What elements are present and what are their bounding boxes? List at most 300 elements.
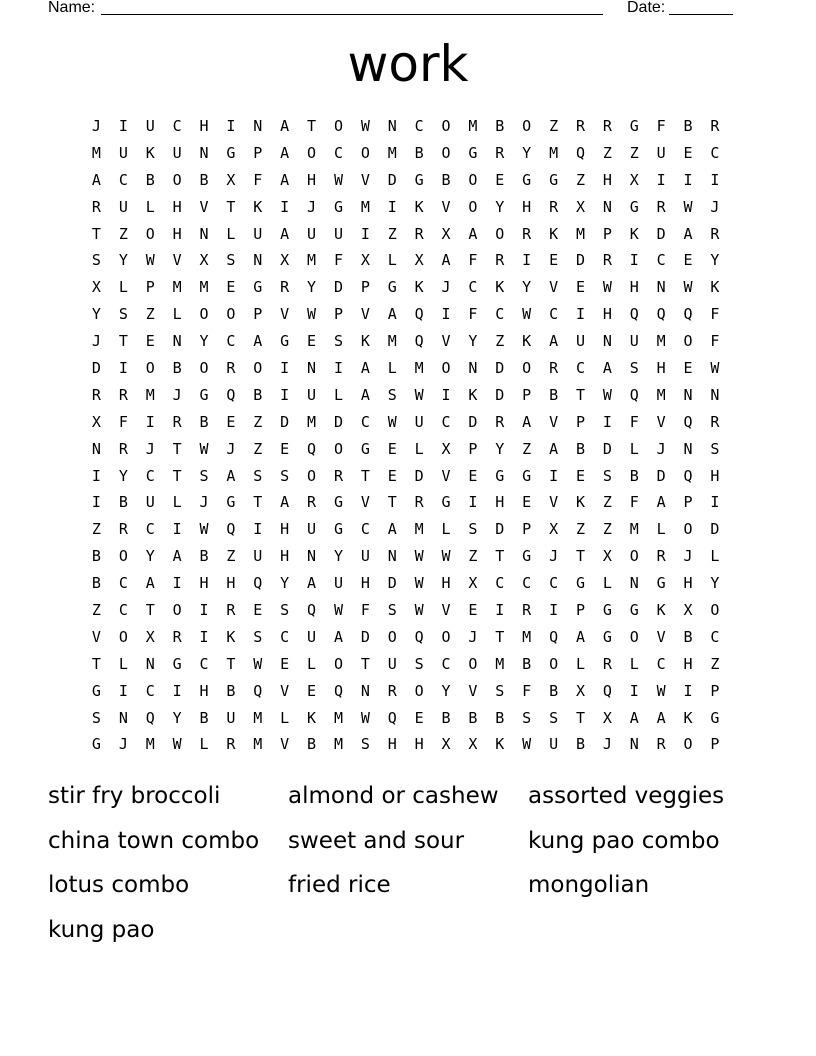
grid-letter[interactable]: X bbox=[226, 170, 236, 189]
grid-letter[interactable]: R bbox=[226, 359, 236, 378]
grid-letter[interactable]: R bbox=[91, 197, 101, 216]
grid-letter[interactable]: C bbox=[226, 332, 236, 351]
grid-letter[interactable]: I bbox=[575, 305, 585, 324]
grid-letter[interactable]: W bbox=[333, 170, 343, 189]
grid-letter[interactable]: O bbox=[172, 601, 182, 620]
grid-letter[interactable]: M bbox=[575, 224, 585, 243]
grid-letter[interactable]: R bbox=[602, 251, 612, 270]
grid-letter[interactable]: B bbox=[199, 547, 209, 566]
grid-letter[interactable]: Z bbox=[145, 305, 155, 324]
grid-letter[interactable]: W bbox=[414, 574, 424, 593]
grid-letter[interactable]: C bbox=[522, 574, 532, 593]
grid-letter[interactable]: Z bbox=[91, 601, 101, 620]
grid-letter[interactable]: F bbox=[656, 117, 666, 135]
grid-letter[interactable]: F bbox=[468, 251, 478, 270]
grid-letter[interactable]: P bbox=[575, 412, 585, 431]
grid-letter[interactable]: L bbox=[118, 654, 128, 673]
grid-letter[interactable]: O bbox=[360, 143, 370, 162]
grid-letter[interactable]: V bbox=[280, 681, 290, 700]
grid-letter[interactable]: F bbox=[360, 601, 370, 620]
grid-letter[interactable]: N bbox=[710, 385, 720, 404]
grid-letter[interactable]: B bbox=[145, 170, 155, 189]
grid-letter[interactable]: W bbox=[360, 117, 370, 135]
grid-letter[interactable]: M bbox=[522, 627, 532, 646]
name-field[interactable] bbox=[48, 0, 603, 16]
grid-letter[interactable]: V bbox=[172, 251, 182, 270]
grid-letter[interactable]: S bbox=[199, 466, 209, 485]
grid-letter[interactable]: M bbox=[656, 332, 666, 351]
grid-letter[interactable]: P bbox=[710, 735, 720, 754]
grid-letter[interactable]: O bbox=[172, 170, 182, 189]
grid-letter[interactable]: X bbox=[629, 170, 639, 189]
grid-letter[interactable]: K bbox=[145, 143, 155, 162]
grid-letter[interactable]: L bbox=[145, 197, 155, 216]
grid-letter[interactable]: N bbox=[307, 547, 317, 566]
grid-letter[interactable]: R bbox=[602, 654, 612, 673]
grid-letter[interactable]: C bbox=[360, 520, 370, 539]
grid-letter[interactable]: N bbox=[683, 385, 693, 404]
grid-letter[interactable]: O bbox=[495, 224, 505, 243]
grid-letter[interactable]: E bbox=[145, 332, 155, 351]
grid-letter[interactable]: J bbox=[145, 439, 155, 458]
grid-letter[interactable]: O bbox=[629, 627, 639, 646]
grid-letter[interactable]: J bbox=[91, 117, 101, 135]
grid-letter[interactable]: P bbox=[522, 520, 532, 539]
grid-letter[interactable]: K bbox=[683, 708, 693, 727]
grid-letter[interactable]: N bbox=[387, 547, 397, 566]
grid-letter[interactable]: B bbox=[199, 708, 209, 727]
grid-letter[interactable]: S bbox=[522, 708, 532, 727]
grid-letter[interactable]: G bbox=[602, 601, 612, 620]
grid-letter[interactable]: X bbox=[549, 520, 559, 539]
grid-letter[interactable]: G bbox=[629, 197, 639, 216]
grid-letter[interactable]: C bbox=[280, 627, 290, 646]
grid-letter[interactable]: E bbox=[575, 466, 585, 485]
grid-letter[interactable]: K bbox=[656, 601, 666, 620]
grid-letter[interactable]: U bbox=[333, 224, 343, 243]
grid-letter[interactable]: N bbox=[629, 574, 639, 593]
grid-letter[interactable]: E bbox=[226, 278, 236, 297]
grid-letter[interactable]: A bbox=[629, 708, 639, 727]
grid-letter[interactable]: O bbox=[307, 143, 317, 162]
grid-letter[interactable]: A bbox=[172, 547, 182, 566]
grid-letter[interactable]: H bbox=[683, 654, 693, 673]
grid-letter[interactable]: N bbox=[145, 654, 155, 673]
grid-letter[interactable]: F bbox=[629, 493, 639, 512]
grid-letter[interactable]: A bbox=[307, 574, 317, 593]
grid-letter[interactable]: D bbox=[333, 278, 343, 297]
grid-letter[interactable]: T bbox=[360, 466, 370, 485]
grid-letter[interactable]: Y bbox=[710, 574, 720, 593]
grid-letter[interactable]: J bbox=[656, 439, 666, 458]
grid-letter[interactable]: V bbox=[549, 412, 559, 431]
grid-letter[interactable]: H bbox=[710, 466, 720, 485]
grid-letter[interactable]: V bbox=[360, 493, 370, 512]
grid-letter[interactable]: H bbox=[387, 735, 397, 754]
grid-letter[interactable]: G bbox=[522, 547, 532, 566]
grid-letter[interactable]: C bbox=[333, 143, 343, 162]
grid-letter[interactable]: R bbox=[226, 735, 236, 754]
grid-letter[interactable]: T bbox=[145, 601, 155, 620]
grid-letter[interactable]: R bbox=[280, 278, 290, 297]
grid-letter[interactable]: D bbox=[387, 170, 397, 189]
grid-letter[interactable]: I bbox=[360, 224, 370, 243]
grid-letter[interactable]: F bbox=[522, 681, 532, 700]
grid-letter[interactable]: X bbox=[280, 251, 290, 270]
grid-letter[interactable]: V bbox=[91, 627, 101, 646]
grid-letter[interactable]: F bbox=[629, 412, 639, 431]
grid-letter[interactable]: V bbox=[280, 735, 290, 754]
grid-letter[interactable]: G bbox=[360, 439, 370, 458]
grid-letter[interactable]: E bbox=[683, 359, 693, 378]
grid-letter[interactable]: C bbox=[549, 574, 559, 593]
grid-letter[interactable]: P bbox=[522, 385, 532, 404]
grid-letter[interactable]: I bbox=[253, 520, 263, 539]
grid-letter[interactable]: N bbox=[199, 224, 209, 243]
grid-letter[interactable]: S bbox=[387, 601, 397, 620]
grid-letter[interactable]: N bbox=[253, 251, 263, 270]
grid-letter[interactable]: X bbox=[468, 574, 478, 593]
grid-letter[interactable]: W bbox=[602, 385, 612, 404]
grid-letter[interactable]: L bbox=[710, 547, 720, 566]
grid-letter[interactable]: M bbox=[91, 143, 101, 162]
grid-letter[interactable]: D bbox=[91, 359, 101, 378]
grid-letter[interactable]: V bbox=[656, 627, 666, 646]
grid-letter[interactable]: G bbox=[522, 170, 532, 189]
grid-letter[interactable]: R bbox=[710, 412, 720, 431]
grid-letter[interactable]: T bbox=[495, 547, 505, 566]
grid-letter[interactable]: J bbox=[307, 197, 317, 216]
grid-letter[interactable]: O bbox=[414, 681, 424, 700]
grid-letter[interactable]: G bbox=[495, 466, 505, 485]
grid-letter[interactable]: K bbox=[522, 332, 532, 351]
grid-letter[interactable]: Q bbox=[253, 574, 263, 593]
grid-letter[interactable]: F bbox=[710, 332, 720, 351]
grid-letter[interactable]: I bbox=[118, 117, 128, 135]
grid-letter[interactable]: L bbox=[172, 305, 182, 324]
grid-letter[interactable]: W bbox=[172, 735, 182, 754]
grid-letter[interactable]: O bbox=[253, 359, 263, 378]
grid-letter[interactable]: I bbox=[549, 601, 559, 620]
grid-letter[interactable]: H bbox=[199, 574, 209, 593]
grid-letter[interactable]: Y bbox=[172, 708, 182, 727]
grid-letter[interactable]: L bbox=[441, 520, 451, 539]
grid-letter[interactable]: N bbox=[683, 439, 693, 458]
grid-letter[interactable]: H bbox=[602, 170, 612, 189]
grid-letter[interactable]: Q bbox=[387, 708, 397, 727]
grid-letter[interactable]: L bbox=[280, 708, 290, 727]
grid-letter[interactable]: P bbox=[468, 439, 478, 458]
grid-letter[interactable]: M bbox=[333, 708, 343, 727]
grid-letter[interactable]: G bbox=[441, 493, 451, 512]
grid-letter[interactable]: E bbox=[226, 412, 236, 431]
grid-letter[interactable]: S bbox=[414, 654, 424, 673]
grid-letter[interactable]: U bbox=[575, 332, 585, 351]
grid-letter[interactable]: G bbox=[333, 493, 343, 512]
grid-letter[interactable]: E bbox=[253, 601, 263, 620]
grid-letter[interactable]: S bbox=[333, 332, 343, 351]
grid-letter[interactable]: M bbox=[387, 332, 397, 351]
grid-letter[interactable]: J bbox=[602, 735, 612, 754]
grid-letter[interactable]: D bbox=[710, 520, 720, 539]
grid-letter[interactable]: V bbox=[360, 170, 370, 189]
grid-letter[interactable]: B bbox=[414, 143, 424, 162]
grid-letter[interactable]: Y bbox=[307, 278, 317, 297]
grid-letter[interactable]: O bbox=[441, 359, 451, 378]
grid-letter[interactable]: Y bbox=[441, 681, 451, 700]
grid-letter[interactable]: F bbox=[253, 170, 263, 189]
grid-letter[interactable]: M bbox=[549, 143, 559, 162]
grid-letter[interactable]: T bbox=[91, 654, 101, 673]
grid-letter[interactable]: Z bbox=[575, 520, 585, 539]
grid-letter[interactable]: M bbox=[333, 735, 343, 754]
grid-letter[interactable]: I bbox=[495, 601, 505, 620]
grid-letter[interactable]: N bbox=[118, 708, 128, 727]
grid-letter[interactable]: A bbox=[575, 627, 585, 646]
grid-letter[interactable]: I bbox=[441, 305, 451, 324]
grid-letter[interactable]: V bbox=[199, 197, 209, 216]
grid-letter[interactable]: F bbox=[333, 251, 343, 270]
grid-letter[interactable]: A bbox=[387, 520, 397, 539]
grid-letter[interactable]: U bbox=[307, 224, 317, 243]
grid-letter[interactable]: A bbox=[280, 224, 290, 243]
grid-letter[interactable]: J bbox=[118, 735, 128, 754]
grid-letter[interactable]: N bbox=[253, 117, 263, 135]
grid-letter[interactable]: H bbox=[199, 117, 209, 135]
grid-letter[interactable]: P bbox=[710, 681, 720, 700]
grid-letter[interactable]: E bbox=[468, 466, 478, 485]
grid-letter[interactable]: X bbox=[199, 251, 209, 270]
grid-letter[interactable]: M bbox=[145, 735, 155, 754]
grid-letter[interactable]: A bbox=[656, 708, 666, 727]
grid-letter[interactable]: H bbox=[226, 574, 236, 593]
grid-letter[interactable]: I bbox=[602, 412, 612, 431]
grid-letter[interactable]: M bbox=[307, 251, 317, 270]
grid-letter[interactable]: T bbox=[360, 654, 370, 673]
grid-letter[interactable]: R bbox=[333, 466, 343, 485]
grid-letter[interactable]: L bbox=[575, 654, 585, 673]
grid-letter[interactable]: H bbox=[280, 520, 290, 539]
grid-letter[interactable]: K bbox=[307, 708, 317, 727]
grid-letter[interactable]: W bbox=[360, 708, 370, 727]
grid-letter[interactable]: V bbox=[441, 197, 451, 216]
grid-letter[interactable]: I bbox=[280, 385, 290, 404]
grid-letter[interactable]: Y bbox=[333, 547, 343, 566]
grid-letter[interactable]: C bbox=[656, 251, 666, 270]
grid-letter[interactable]: A bbox=[360, 359, 370, 378]
grid-letter[interactable]: I bbox=[656, 170, 666, 189]
grid-letter[interactable]: E bbox=[414, 708, 424, 727]
grid-letter[interactable]: C bbox=[710, 627, 720, 646]
grid-letter[interactable]: Z bbox=[602, 520, 612, 539]
grid-letter[interactable]: X bbox=[575, 681, 585, 700]
grid-letter[interactable]: Q bbox=[414, 305, 424, 324]
grid-letter[interactable]: Z bbox=[91, 520, 101, 539]
grid-letter[interactable]: B bbox=[91, 547, 101, 566]
grid-letter[interactable]: E bbox=[683, 251, 693, 270]
grid-letter[interactable]: X bbox=[441, 224, 451, 243]
grid-letter[interactable]: Z bbox=[253, 412, 263, 431]
grid-letter[interactable]: H bbox=[172, 197, 182, 216]
grid-letter[interactable]: B bbox=[172, 359, 182, 378]
grid-letter[interactable]: G bbox=[549, 170, 559, 189]
grid-letter[interactable]: Y bbox=[710, 251, 720, 270]
grid-letter[interactable]: Z bbox=[575, 170, 585, 189]
grid-letter[interactable]: X bbox=[575, 197, 585, 216]
grid-letter[interactable]: L bbox=[172, 493, 182, 512]
grid-letter[interactable]: U bbox=[414, 412, 424, 431]
grid-letter[interactable]: Q bbox=[145, 708, 155, 727]
grid-letter[interactable]: L bbox=[199, 735, 209, 754]
grid-letter[interactable]: V bbox=[549, 278, 559, 297]
grid-letter[interactable]: C bbox=[145, 681, 155, 700]
grid-letter[interactable]: T bbox=[575, 708, 585, 727]
grid-letter[interactable]: G bbox=[280, 332, 290, 351]
grid-letter[interactable]: L bbox=[629, 654, 639, 673]
grid-letter[interactable]: N bbox=[199, 143, 209, 162]
grid-letter[interactable]: Q bbox=[629, 305, 639, 324]
grid-letter[interactable]: U bbox=[549, 735, 559, 754]
grid-letter[interactable]: I bbox=[226, 117, 236, 135]
grid-letter[interactable]: W bbox=[683, 197, 693, 216]
grid-letter[interactable]: X bbox=[145, 627, 155, 646]
grid-letter[interactable]: L bbox=[656, 520, 666, 539]
grid-letter[interactable]: I bbox=[172, 681, 182, 700]
grid-letter[interactable]: R bbox=[387, 681, 397, 700]
grid-letter[interactable]: I bbox=[549, 466, 559, 485]
grid-letter[interactable]: A bbox=[656, 493, 666, 512]
grid-letter[interactable]: Z bbox=[602, 143, 612, 162]
grid-letter[interactable]: M bbox=[495, 654, 505, 673]
grid-letter[interactable]: G bbox=[226, 493, 236, 512]
grid-letter[interactable]: E bbox=[387, 466, 397, 485]
grid-letter[interactable]: P bbox=[253, 305, 263, 324]
grid-letter[interactable]: N bbox=[656, 278, 666, 297]
grid-letter[interactable]: B bbox=[683, 117, 693, 135]
grid-letter[interactable]: I bbox=[522, 251, 532, 270]
grid-letter[interactable]: S bbox=[253, 627, 263, 646]
grid-letter[interactable]: I bbox=[710, 170, 720, 189]
grid-letter[interactable]: W bbox=[307, 305, 317, 324]
grid-letter[interactable]: X bbox=[441, 735, 451, 754]
grid-letter[interactable]: S bbox=[91, 708, 101, 727]
grid-letter[interactable]: Z bbox=[118, 224, 128, 243]
grid-letter[interactable]: H bbox=[629, 278, 639, 297]
grid-letter[interactable]: S bbox=[468, 520, 478, 539]
grid-letter[interactable]: U bbox=[226, 708, 236, 727]
grid-letter[interactable]: T bbox=[387, 493, 397, 512]
grid-letter[interactable]: A bbox=[522, 412, 532, 431]
grid-letter[interactable]: I bbox=[468, 493, 478, 512]
grid-letter[interactable]: X bbox=[414, 251, 424, 270]
grid-letter[interactable]: A bbox=[387, 305, 397, 324]
grid-letter[interactable]: C bbox=[468, 278, 478, 297]
grid-letter[interactable]: E bbox=[280, 654, 290, 673]
grid-letter[interactable]: T bbox=[172, 439, 182, 458]
grid-letter[interactable]: S bbox=[602, 466, 612, 485]
grid-letter[interactable]: L bbox=[602, 574, 612, 593]
grid-letter[interactable]: A bbox=[280, 143, 290, 162]
grid-letter[interactable]: V bbox=[656, 412, 666, 431]
grid-letter[interactable]: G bbox=[575, 574, 585, 593]
grid-letter[interactable]: Z bbox=[387, 224, 397, 243]
grid-letter[interactable]: K bbox=[495, 278, 505, 297]
grid-letter[interactable]: G bbox=[522, 466, 532, 485]
grid-letter[interactable]: O bbox=[199, 305, 209, 324]
grid-letter[interactable]: Z bbox=[549, 117, 559, 135]
grid-letter[interactable]: D bbox=[360, 627, 370, 646]
grid-letter[interactable]: R bbox=[656, 197, 666, 216]
grid-letter[interactable]: P bbox=[360, 278, 370, 297]
grid-letter[interactable]: H bbox=[602, 305, 612, 324]
grid-letter[interactable]: Q bbox=[656, 305, 666, 324]
grid-letter[interactable]: W bbox=[414, 385, 424, 404]
grid-letter[interactable]: O bbox=[118, 627, 128, 646]
grid-letter[interactable]: U bbox=[145, 493, 155, 512]
grid-letter[interactable]: D bbox=[495, 385, 505, 404]
grid-letter[interactable]: A bbox=[549, 332, 559, 351]
grid-letter[interactable]: J bbox=[226, 439, 236, 458]
grid-letter[interactable]: I bbox=[387, 197, 397, 216]
grid-letter[interactable]: Z bbox=[253, 439, 263, 458]
grid-letter[interactable]: A bbox=[360, 385, 370, 404]
grid-letter[interactable]: A bbox=[280, 117, 290, 135]
grid-letter[interactable]: Q bbox=[414, 627, 424, 646]
grid-letter[interactable]: K bbox=[495, 735, 505, 754]
grid-letter[interactable]: H bbox=[414, 735, 424, 754]
grid-letter[interactable]: N bbox=[91, 439, 101, 458]
grid-letter[interactable]: S bbox=[387, 385, 397, 404]
grid-letter[interactable]: D bbox=[656, 466, 666, 485]
grid-letter[interactable]: Q bbox=[226, 520, 236, 539]
grid-letter[interactable]: I bbox=[629, 251, 639, 270]
grid-letter[interactable]: C bbox=[360, 412, 370, 431]
grid-letter[interactable]: B bbox=[549, 681, 559, 700]
grid-letter[interactable]: I bbox=[199, 627, 209, 646]
grid-letter[interactable]: O bbox=[145, 224, 155, 243]
grid-letter[interactable]: Q bbox=[549, 627, 559, 646]
grid-letter[interactable]: C bbox=[441, 654, 451, 673]
grid-letter[interactable]: T bbox=[253, 493, 263, 512]
grid-letter[interactable]: C bbox=[145, 520, 155, 539]
grid-letter[interactable]: S bbox=[710, 439, 720, 458]
grid-letter[interactable]: U bbox=[333, 574, 343, 593]
grid-letter[interactable]: H bbox=[495, 493, 505, 512]
grid-letter[interactable]: A bbox=[602, 359, 612, 378]
grid-letter[interactable]: B bbox=[522, 654, 532, 673]
grid-letter[interactable]: W bbox=[145, 251, 155, 270]
grid-letter[interactable]: A bbox=[145, 574, 155, 593]
grid-letter[interactable]: G bbox=[333, 197, 343, 216]
grid-letter[interactable]: W bbox=[522, 305, 532, 324]
grid-letter[interactable]: Q bbox=[414, 332, 424, 351]
grid-letter[interactable]: T bbox=[495, 627, 505, 646]
grid-letter[interactable]: V bbox=[360, 305, 370, 324]
grid-letter[interactable]: Y bbox=[468, 332, 478, 351]
grid-letter[interactable]: C bbox=[172, 117, 182, 135]
grid-letter[interactable]: R bbox=[226, 601, 236, 620]
grid-letter[interactable]: C bbox=[441, 412, 451, 431]
grid-letter[interactable]: U bbox=[118, 143, 128, 162]
grid-letter[interactable]: H bbox=[172, 224, 182, 243]
grid-letter[interactable]: M bbox=[468, 117, 478, 135]
grid-letter[interactable]: N bbox=[629, 735, 639, 754]
grid-letter[interactable]: G bbox=[253, 278, 263, 297]
grid-letter[interactable]: S bbox=[360, 735, 370, 754]
grid-letter[interactable]: M bbox=[145, 385, 155, 404]
grid-letter[interactable]: H bbox=[199, 681, 209, 700]
grid-letter[interactable]: A bbox=[683, 224, 693, 243]
